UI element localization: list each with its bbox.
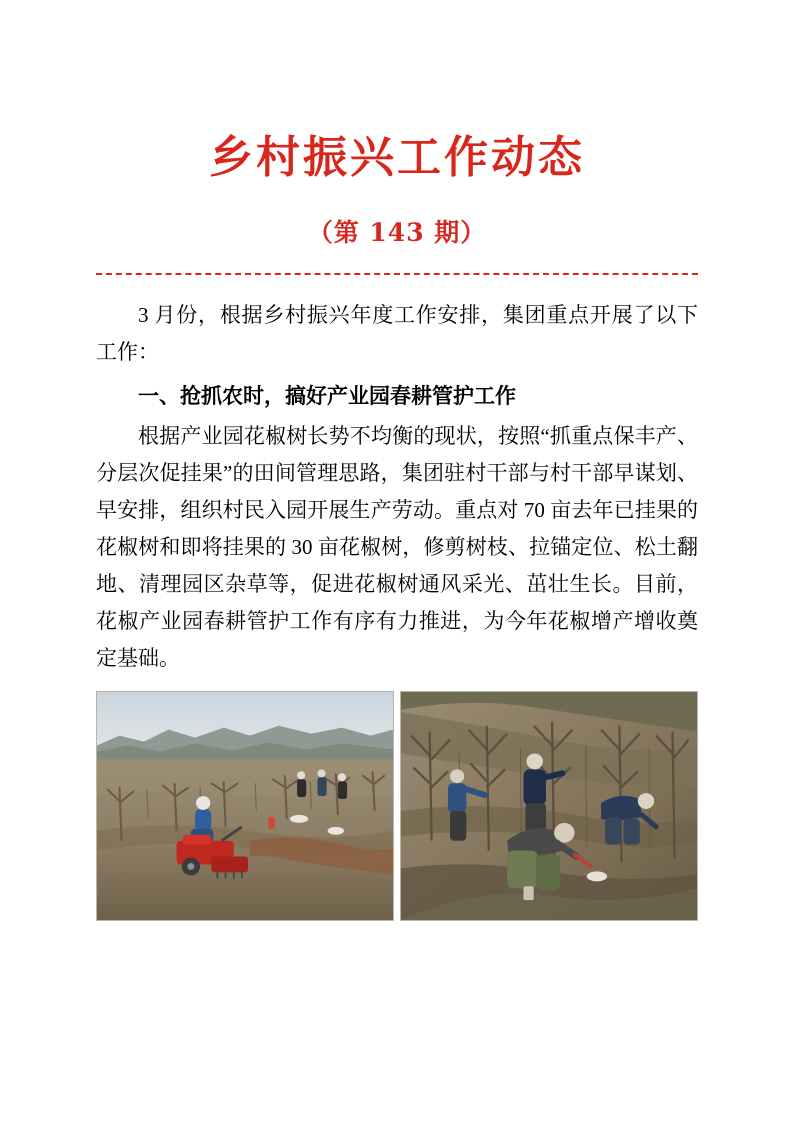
photo-tilling-machine-image [97, 692, 393, 920]
photo-tilling-machine [96, 691, 394, 921]
issue-number: （第 143 期） [307, 217, 487, 247]
photo-row [96, 691, 698, 921]
red-dashed-divider [96, 273, 698, 275]
section-body-1: 根据产业园花椒树长势不均衡的现状，按照“抓重点保丰产、分层次促挂果”的田间管理思路，集团驻村干部与村干部早谋划、早安排，组织村民入园开展生产劳动。重点对 70 亩去年已挂果的花椒树和即将挂果的 30 亩花椒树，修剪树枝、拉锚定位、松土翻地、清理园区杂草等，促进花椒树通风采光、茁壮生长。目前，花椒产业园春耕管护工作有序有力推进，为今年花椒增产增收奠定基础。 [96, 423, 698, 670]
page-title: 乡村振兴工作动态 [209, 132, 585, 183]
photo-pruning-workers [400, 691, 698, 921]
section-heading-1: 一、抢抓农时，搞好产业园春耕管护工作 [138, 382, 516, 408]
intro-paragraph: 3 月份，根据乡村振兴年度工作安排，集团重点开展了以下工作： [96, 302, 698, 364]
photo-pruning-workers-image [401, 692, 697, 920]
